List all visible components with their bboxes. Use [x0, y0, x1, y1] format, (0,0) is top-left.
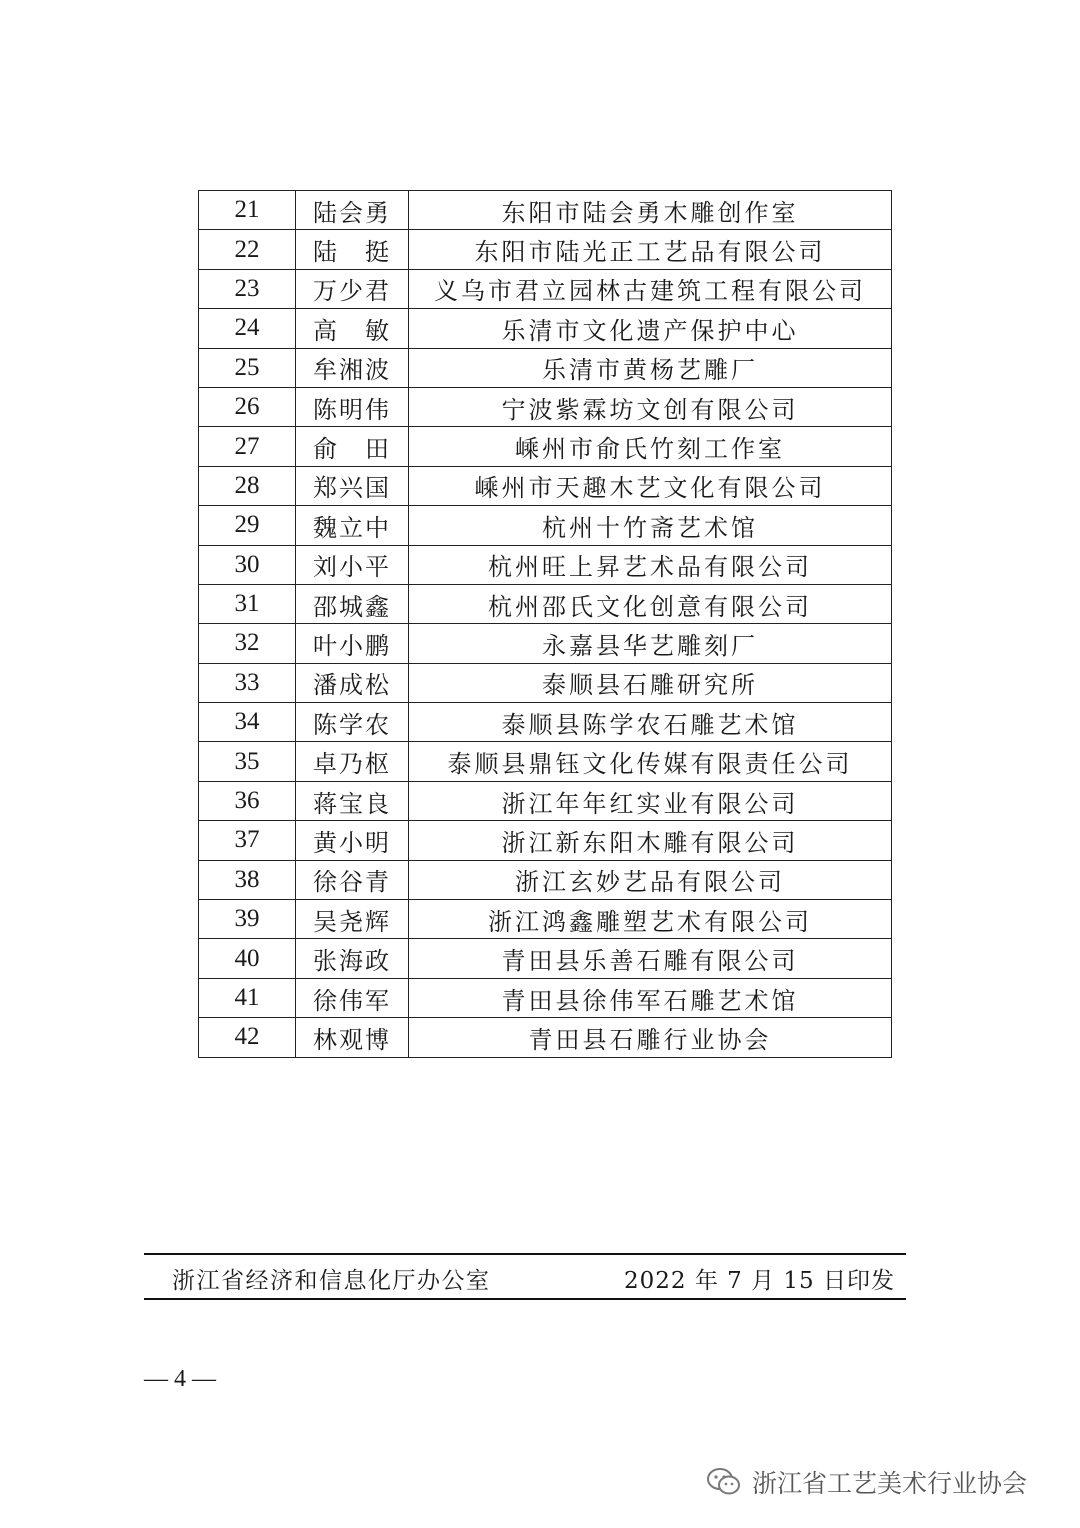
row-number: 28: [199, 466, 296, 505]
wechat-icon: [706, 1467, 742, 1497]
person-name: 吴尧辉: [296, 900, 409, 939]
person-name: 潘成松: [296, 663, 409, 702]
person-name: 高 敏: [296, 309, 409, 348]
organization-name: 嵊州市俞氏竹刻工作室: [409, 427, 892, 466]
table-row: [199, 506, 892, 545]
table-row: [199, 466, 892, 505]
organization-name: 泰顺县石雕研究所: [409, 663, 892, 702]
person-name: 郑兴国: [296, 466, 409, 505]
table-row: [199, 703, 892, 742]
table-row: [199, 742, 892, 781]
watermark-text: 浙江省工艺美术行业协会: [752, 1469, 1028, 1498]
page-number: — 4 —: [144, 1366, 216, 1392]
table-row: [199, 584, 892, 623]
person-name: 俞 田: [296, 427, 409, 466]
organization-name: 杭州旺上昇艺术品有限公司: [409, 545, 892, 584]
organization-name: 义乌市君立园林古建筑工程有限公司: [409, 269, 892, 308]
person-name: 陈明伟: [296, 387, 409, 426]
row-number: 33: [199, 663, 296, 702]
table-row: [199, 309, 892, 348]
person-name: 黄小明: [296, 821, 409, 860]
organization-name: 乐清市文化遗产保护中心: [409, 309, 892, 348]
table-row: [199, 900, 892, 939]
table-row: [199, 978, 892, 1017]
table-row: [199, 1018, 892, 1057]
issuer-office: 浙江省经济和信息化厅办公室: [172, 1268, 491, 1294]
row-number: 26: [199, 387, 296, 426]
recipient-table: [198, 190, 892, 1058]
table-row: [199, 821, 892, 860]
row-number: 23: [199, 269, 296, 308]
row-number: 25: [199, 348, 296, 387]
organization-name: 东阳市陆会勇木雕创作室: [409, 191, 892, 230]
row-number: 37: [199, 821, 296, 860]
organization-name: 青田县石雕行业协会: [409, 1018, 892, 1057]
table-row: [199, 230, 892, 269]
wechat-watermark: [706, 1460, 1027, 1504]
person-name: 邵城鑫: [296, 584, 409, 623]
table-row: [199, 387, 892, 426]
person-name: 陆 挺: [296, 230, 409, 269]
table-row: [199, 663, 892, 702]
person-name: 卓乃枢: [296, 742, 409, 781]
footer-bottom-rule: [144, 1298, 906, 1300]
row-number: 35: [199, 742, 296, 781]
person-name: 蒋宝良: [296, 781, 409, 820]
person-name: 魏立中: [296, 506, 409, 545]
person-name: 陈学农: [296, 703, 409, 742]
table-row: [199, 348, 892, 387]
person-name: 陆会勇: [296, 191, 409, 230]
organization-name: 乐清市黄杨艺雕厂: [409, 348, 892, 387]
row-number: 22: [199, 230, 296, 269]
organization-name: 杭州邵氏文化创意有限公司: [409, 584, 892, 623]
organization-name: 宁波紫霖坊文创有限公司: [409, 387, 892, 426]
row-number: 39: [199, 900, 296, 939]
organization-name: 青田县徐伟军石雕艺术馆: [409, 978, 892, 1017]
organization-name: 泰顺县鼎钰文化传媒有限责任公司: [409, 742, 892, 781]
row-number: 40: [199, 939, 296, 978]
row-number: 41: [199, 978, 296, 1017]
person-name: 张海政: [296, 939, 409, 978]
row-number: 27: [199, 427, 296, 466]
issue-date: 2022 年 7 月 15 日印发: [624, 1268, 895, 1294]
table-row: [199, 427, 892, 466]
row-number: 32: [199, 624, 296, 663]
organization-name: 嵊州市天趣木艺文化有限公司: [409, 466, 892, 505]
organization-name: 浙江新东阳木雕有限公司: [409, 821, 892, 860]
organization-name: 浙江鸿鑫雕塑艺术有限公司: [409, 900, 892, 939]
organization-name: 浙江年年红实业有限公司: [409, 781, 892, 820]
organization-name: 青田县乐善石雕有限公司: [409, 939, 892, 978]
footer-top-rule: [144, 1253, 906, 1255]
person-name: 徐谷青: [296, 860, 409, 899]
organization-name: 浙江玄妙艺品有限公司: [409, 860, 892, 899]
table-row: [199, 860, 892, 899]
table-body: [199, 191, 892, 1058]
person-name: 牟湘波: [296, 348, 409, 387]
row-number: 24: [199, 309, 296, 348]
row-number: 31: [199, 584, 296, 623]
organization-name: 杭州十竹斋艺术馆: [409, 506, 892, 545]
row-number: 36: [199, 781, 296, 820]
row-number: 34: [199, 703, 296, 742]
person-name: 徐伟军: [296, 978, 409, 1017]
table-row: [199, 269, 892, 308]
row-number: 21: [199, 191, 296, 230]
person-name: 林观博: [296, 1018, 409, 1057]
table-row: [199, 781, 892, 820]
row-number: 42: [199, 1018, 296, 1057]
table-row: [199, 939, 892, 978]
row-number: 38: [199, 860, 296, 899]
organization-name: 永嘉县华艺雕刻厂: [409, 624, 892, 663]
person-name: 刘小平: [296, 545, 409, 584]
row-number: 29: [199, 506, 296, 545]
table-row: [199, 624, 892, 663]
organization-name: 泰顺县陈学农石雕艺术馆: [409, 703, 892, 742]
table-row: [199, 191, 892, 230]
person-name: 万少君: [296, 269, 409, 308]
organization-name: 东阳市陆光正工艺品有限公司: [409, 230, 892, 269]
row-number: 30: [199, 545, 296, 584]
table-row: [199, 545, 892, 584]
person-name: 叶小鹏: [296, 624, 409, 663]
